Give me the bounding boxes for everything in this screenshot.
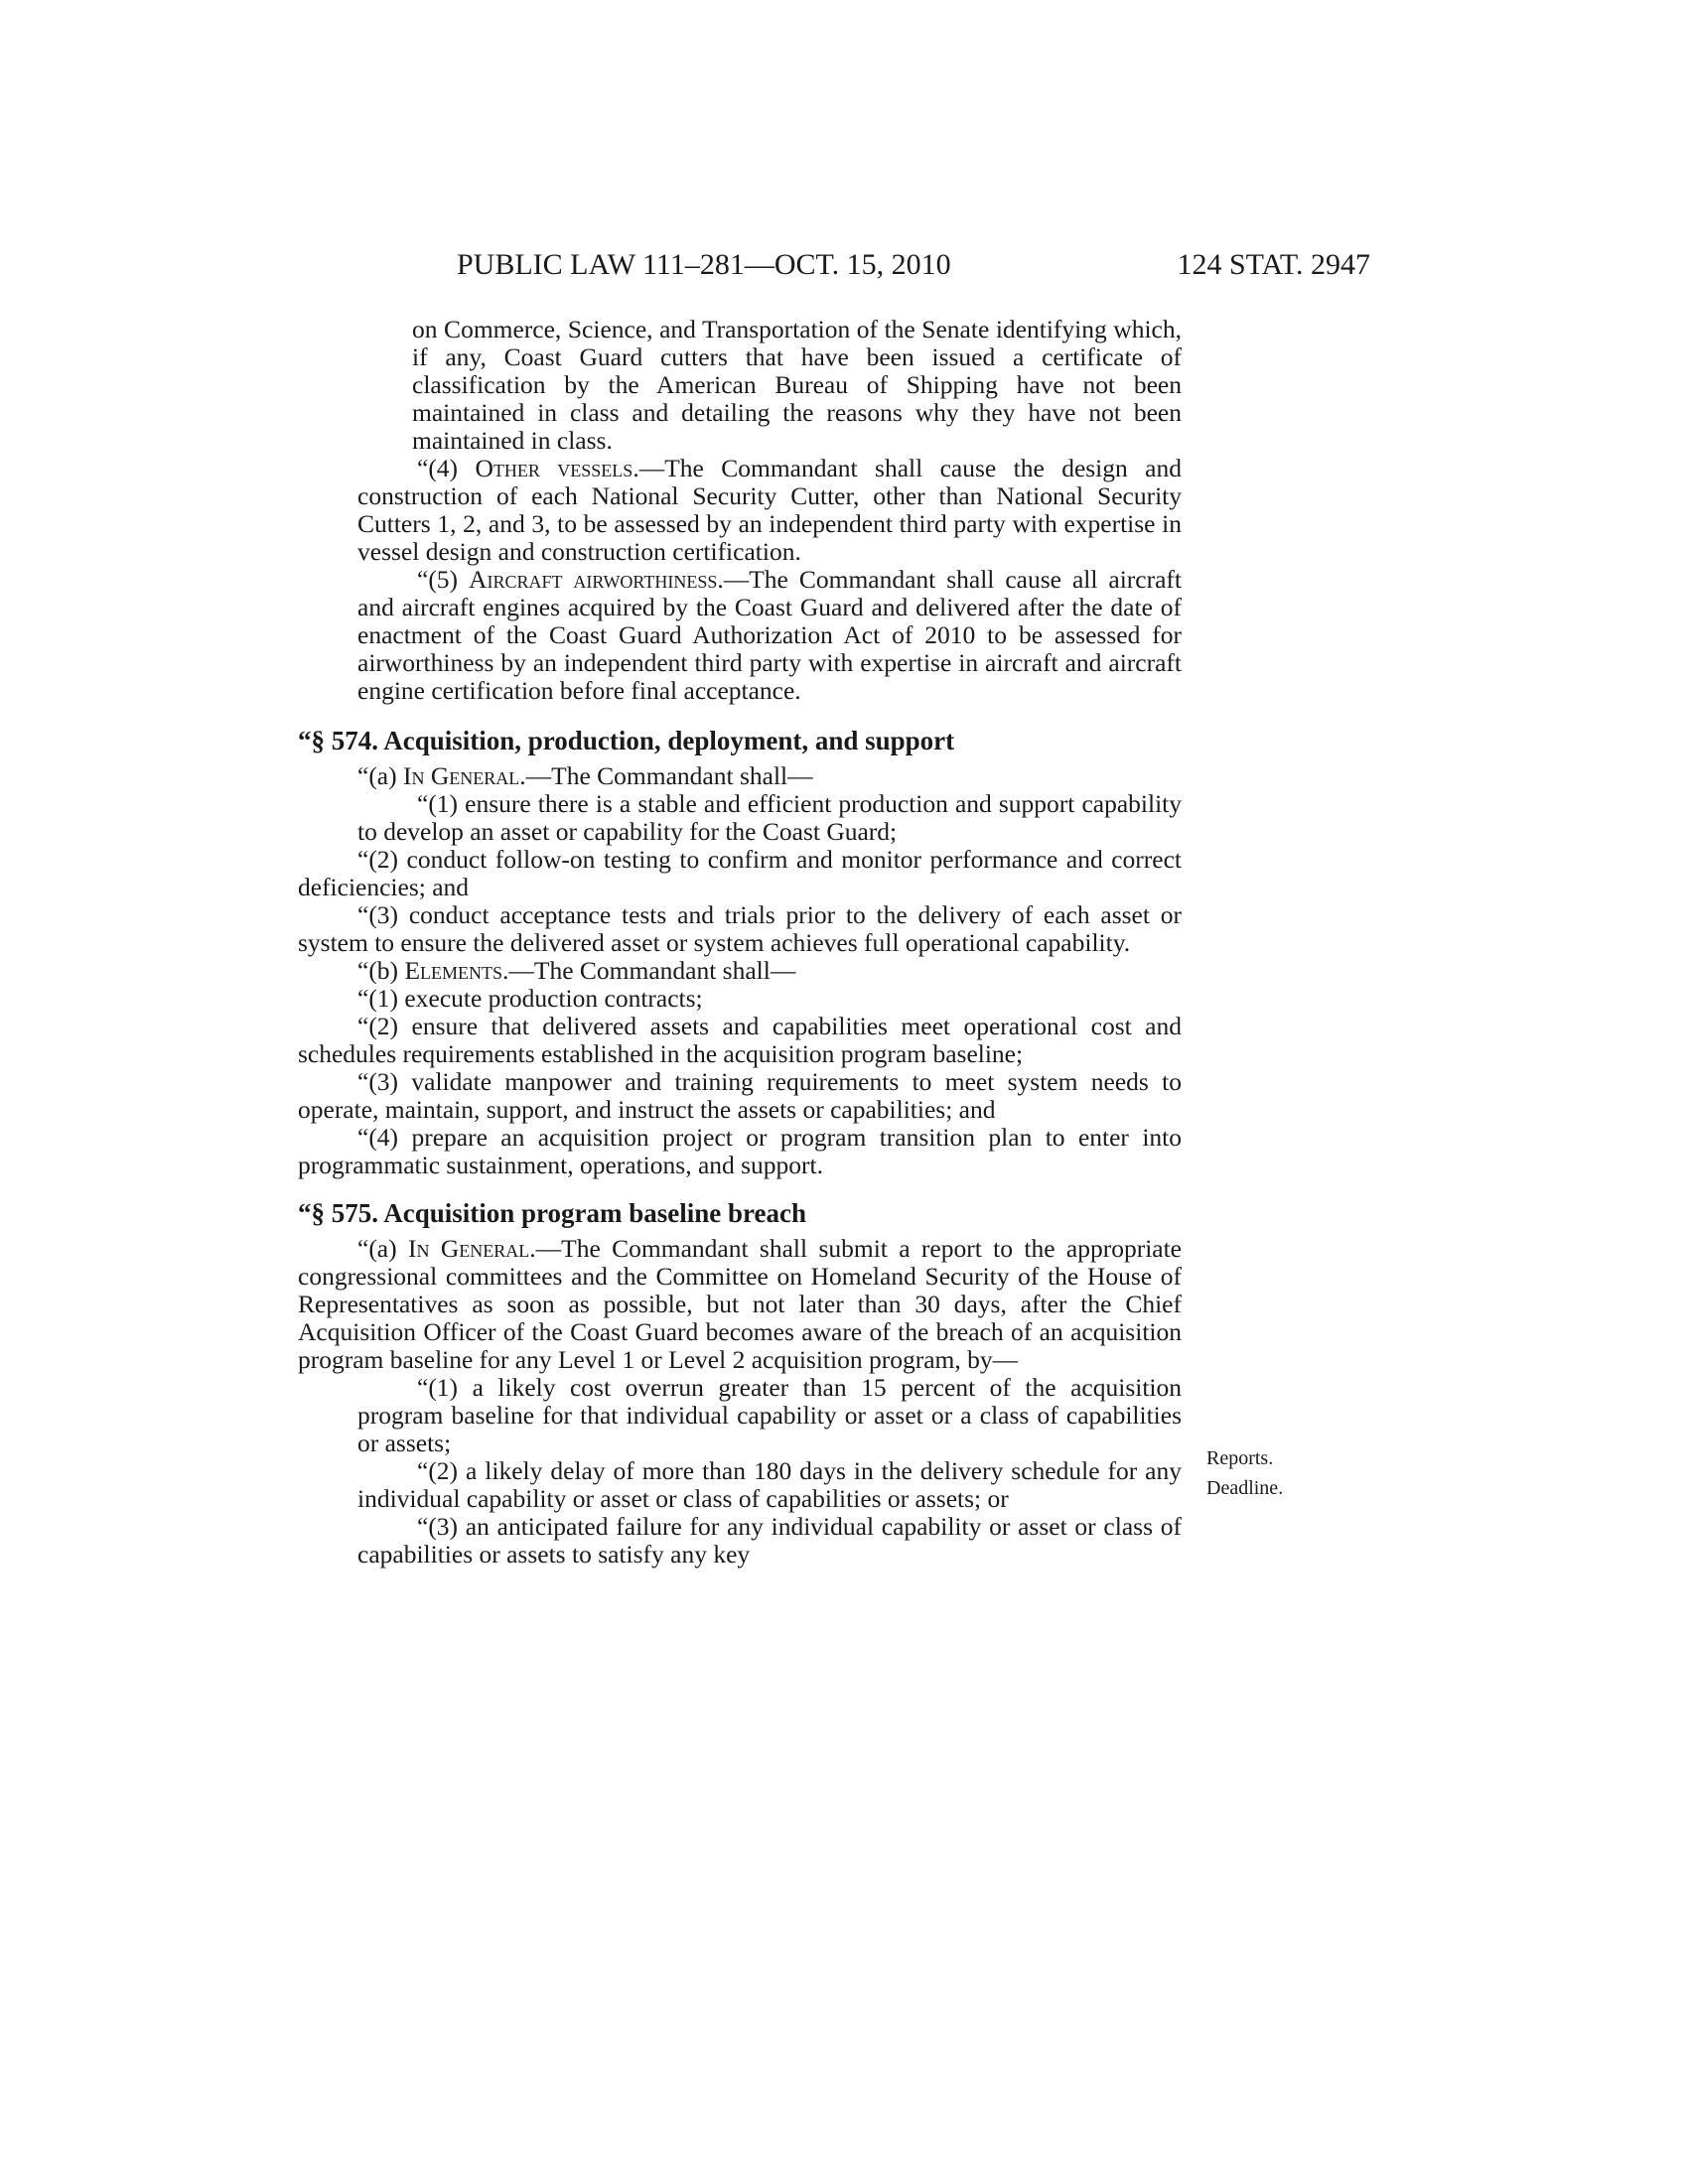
section-575-heading: “§ 575. Acquisition program baseline breach — [298, 1198, 807, 1228]
list-item: “(2) conduct follow-on testing to confirm and monitor performance and correct deficiencies; and — [298, 845, 1182, 901]
subsection-a-text: .—The Commandant shall submit a report to the appropriate congressional committees and the Committee on Homeland Security of the House of Representatives as soon as possible, but not later than 30 days, after the Chief Acquisition Officer of the Coast Guard becomes aware of the breach of an acquisition program baseline for any Level 1 or Level 2 acquisition program, by— — [298, 1234, 1182, 1374]
paragraph-5-text: .—The Commandant shall cause all aircraft and aircraft engines acquired by the Coast Guard and delivered after the date of enactment of the Coast Guard Authorization Act of 2010 to be assessed for airworthiness by an independent third party with expertise in aircraft and aircraft engine certification before final acceptance. — [357, 565, 1182, 705]
margin-note-reports: Reports. — [1206, 1447, 1274, 1469]
subsection-a-num: “(a) — [357, 1234, 408, 1263]
subsection-a-heading: In General — [403, 761, 520, 790]
section-574-heading: “§ 574. Acquisition, production, deployment, and support — [298, 726, 955, 755]
list-item: “(2) ensure that delivered assets and capabilities meet operational cost and schedules requirements established in the acquisition program baseline; — [298, 1012, 1182, 1068]
paragraph-5 — [298, 566, 1182, 705]
header-title: PUBLIC LAW 111–281—OCT. 15, 2010 — [457, 248, 951, 281]
paragraph-4-heading: Other vessels — [475, 454, 633, 482]
section-574-subsection-a — [298, 762, 1182, 790]
list-item: “(1) execute production contracts; — [357, 984, 703, 1013]
list-item: “(2) a likely delay of more than 180 days in the delivery schedule for any individual capability or asset or class of capabilities or assets; or — [357, 1456, 1182, 1513]
margin-note-deadline: Deadline. — [1206, 1477, 1284, 1499]
subsection-b-heading: Elements — [404, 956, 503, 985]
document-body — [298, 316, 1182, 1569]
header-stat: 124 STAT. 2947 — [1177, 248, 1370, 281]
list-item: “(4) prepare an acquisition project or program transition plan to enter into programmatic sustainment, operations, and support. — [298, 1123, 1182, 1179]
paragraph-5-num: “(5) — [417, 565, 470, 594]
list-item: “(1) ensure there is a stable and efficient production and support capability to develop an asset or capability for the Coast Guard; — [357, 789, 1182, 846]
subsection-b-num: “(b) — [357, 956, 405, 985]
subsection-a-num: “(a) — [357, 761, 403, 790]
page-header — [457, 248, 1370, 288]
section-575-subsection-a — [298, 1235, 1182, 1374]
list-item: “(3) conduct acceptance tests and trials prior to the delivery of each asset or system to ensure the delivered asset or system achieves full operational capability. — [298, 900, 1182, 957]
subsection-a-text: .—The Commandant shall— — [519, 761, 813, 790]
paragraph-4-text: .—The Commandant shall cause the design and construction of each National Security Cutter, other than National Security Cutters 1, 2, and 3, to be assessed by an independent third party with expertise in vessel design and construction certification. — [357, 454, 1182, 566]
list-item: “(1) a likely cost overrun greater than 15 percent of the acquisition program baseline for that individual capability or asset or a class of capabilities or assets; — [357, 1373, 1182, 1457]
section-574-a-item-2 — [298, 846, 1182, 901]
subsection-b-text: .—The Commandant shall— — [502, 956, 796, 985]
section-574-a-item-3 — [298, 901, 1182, 957]
section-574-subsection-b — [298, 957, 1182, 985]
subsection-a-heading: In General — [408, 1234, 530, 1263]
list-item: “(3) an anticipated failure for any individual capability or asset or class of capabilities or assets to satisfy any key — [357, 1512, 1182, 1569]
list-item: “(3) validate manpower and training requirements to meet system needs to operate, maintain, support, and instruct the assets or capabilities; and — [298, 1067, 1182, 1124]
paragraph-5-heading: Aircraft airworthiness — [469, 565, 718, 594]
paragraph-4 — [298, 455, 1182, 566]
continuation-paragraph: on Commerce, Science, and Transportation of the Senate identifying which, if any, Coast Guard cutters that have been issued a certificate of classification by the American Bureau of Shipping have not been maintained in class and detailing the reasons why they have not been maintained in class. — [412, 315, 1182, 455]
section-574-a-item-1 — [298, 790, 1182, 846]
paragraph-4-num: “(4) — [417, 454, 476, 482]
